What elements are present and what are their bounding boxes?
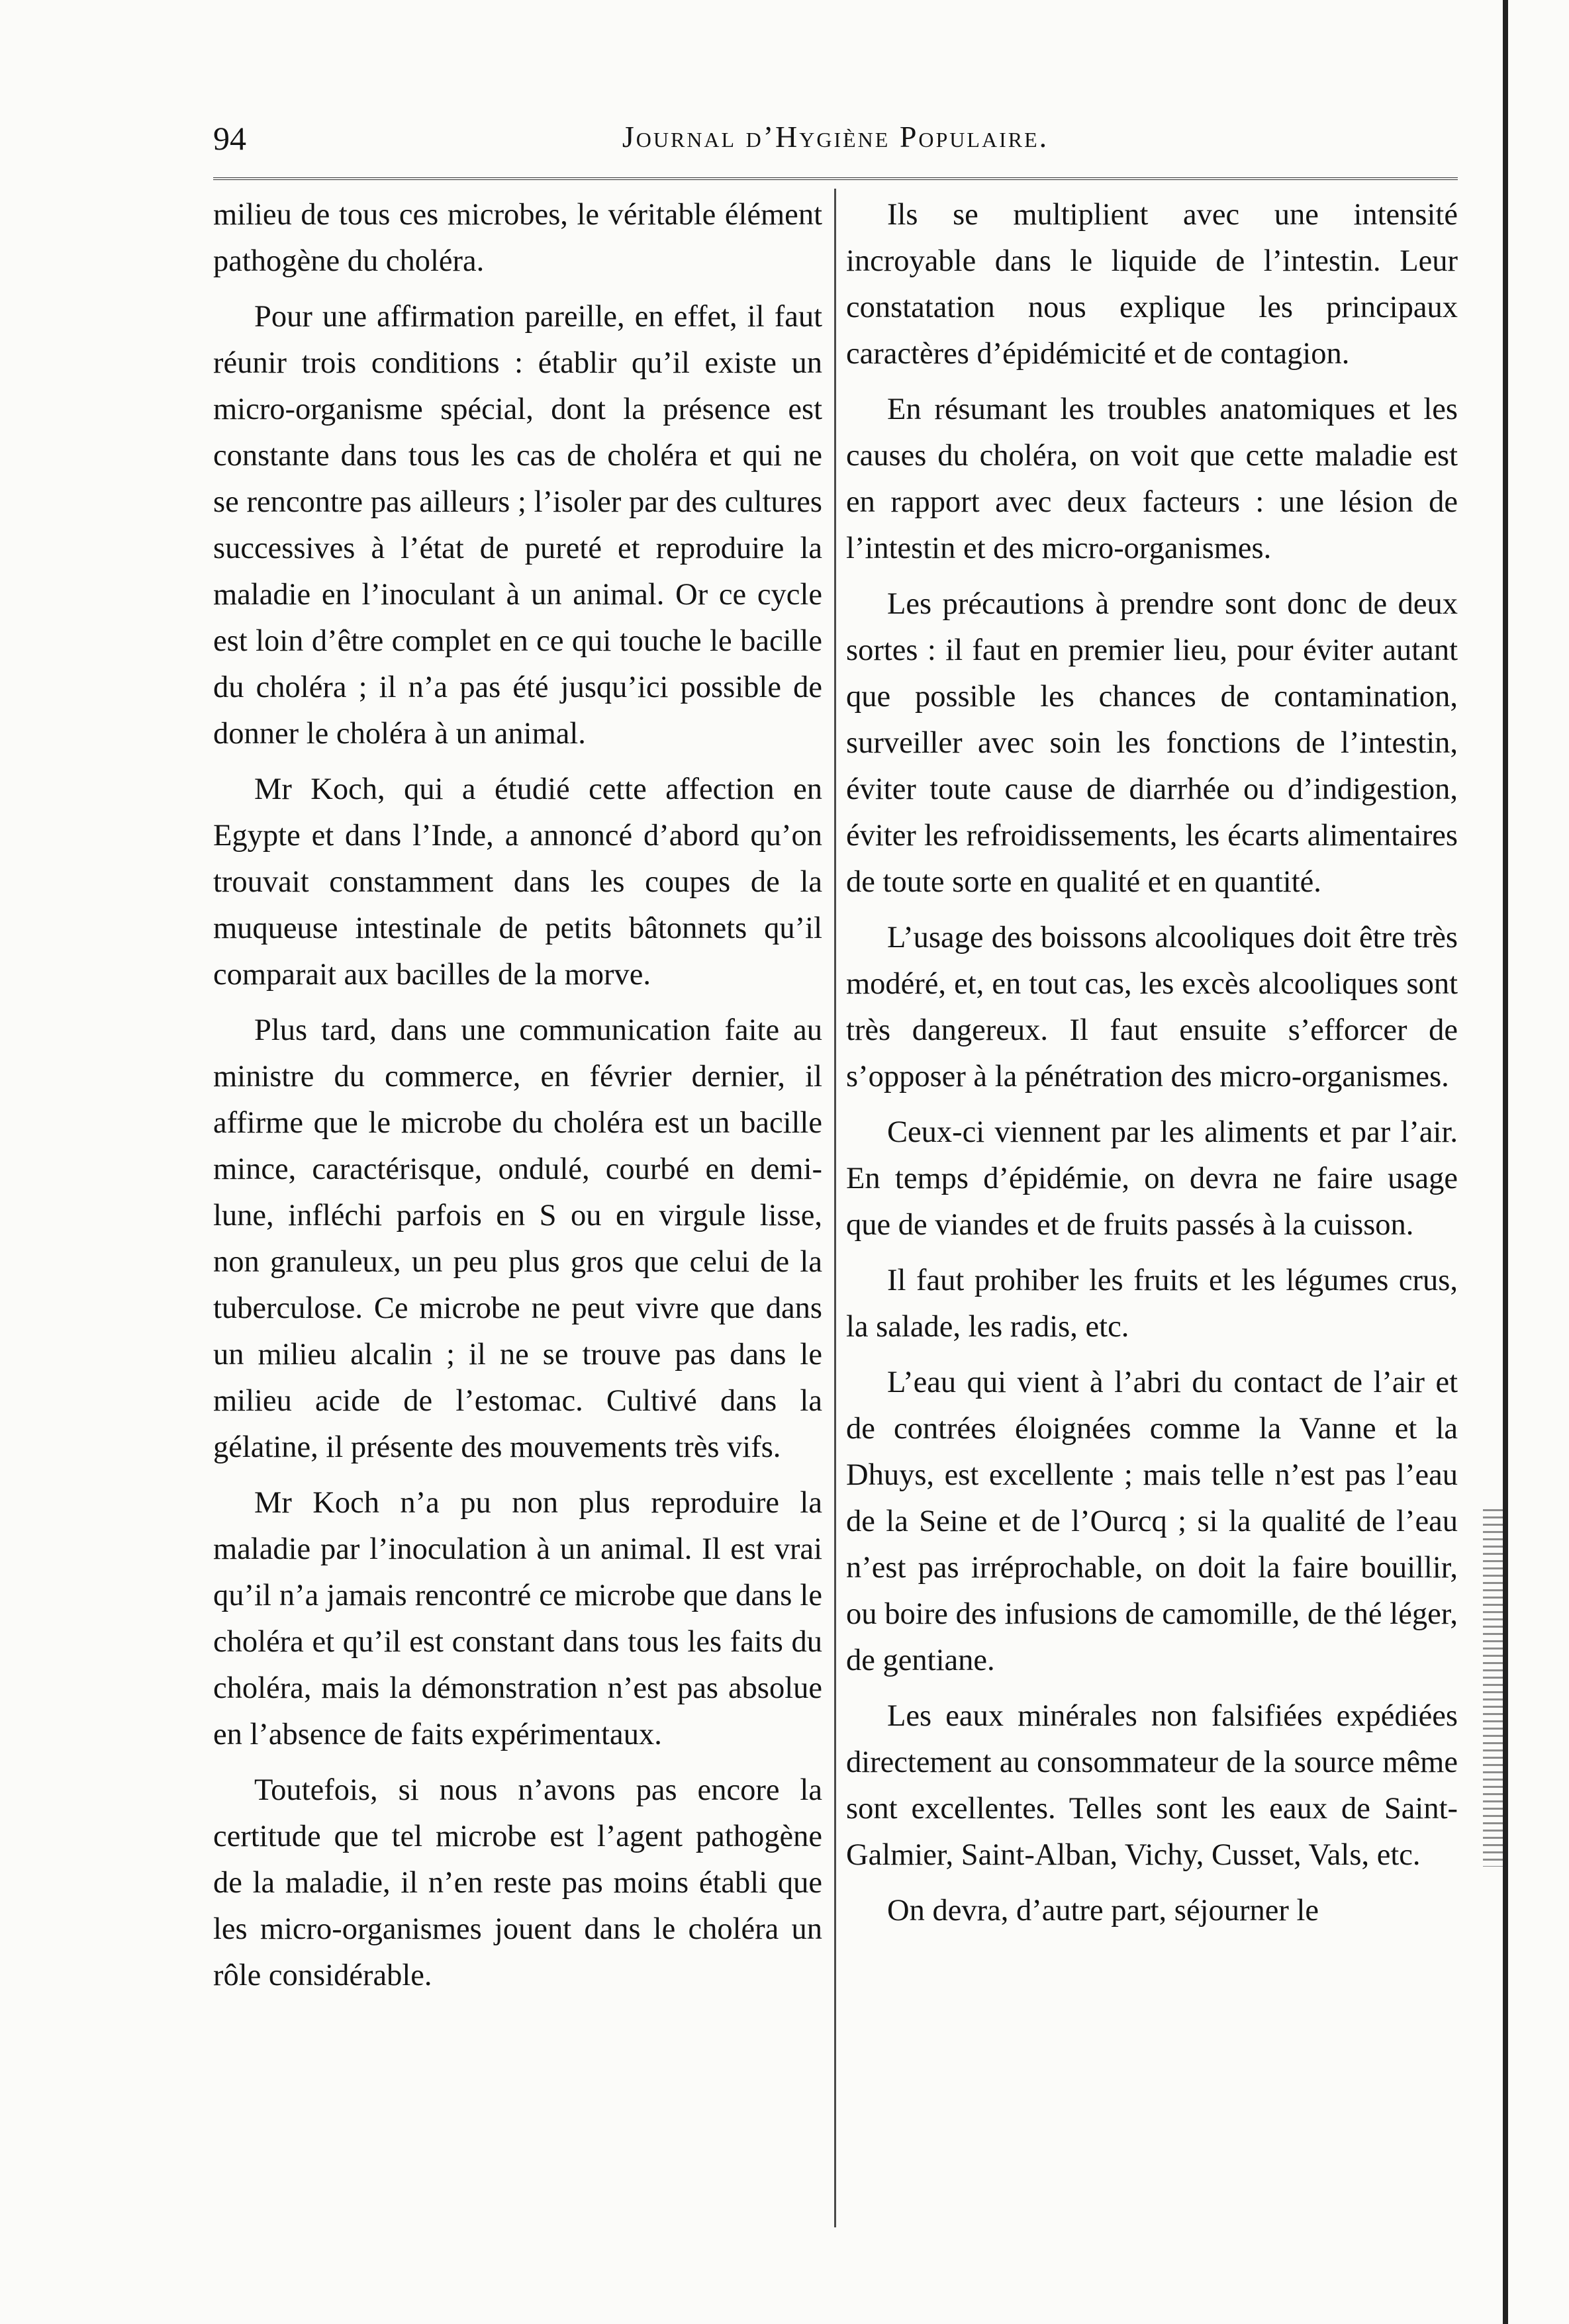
paragraph: Ils se multiplient avec une intensité incroyable dans le liquide de l’intestin. Leur constatation nous explique les principaux caractères d’épidémicité et de contagion. — [846, 198, 1458, 371]
page-header — [213, 119, 1458, 172]
paragraph: Les eaux minérales non falsifiées expédiées directement au consommateur de la source même sont excellentes. Telles sont les eaux de Saint-Galmier, Saint-Alban, Vichy, Cusset, Vals, etc. — [846, 1699, 1458, 1872]
paragraph: Pour une affirmation pareille, en effet, il faut réunir trois conditions : établir qu’il existe un micro-organisme spécial, dont la présence est constante dans tous les cas de choléra et qui ne se rencontre pas ailleurs ; l’isoler par des cultures successives à l’état de pureté et reproduire la maladie en l’inoculant à un animal. Or ce cycle est loin d’être complet en ce qui touche le bacille du choléra ; il n’a pas été jusqu’ici possible de donner le choléra à un animal. — [213, 300, 822, 751]
paragraph: L’usage des boissons alcooliques doit être très modéré, et, en tout cas, les excès alcooliques sont très dangereux. Il faut ensuite s’efforcer de s’opposer à la pénétration des micro-organismes. — [846, 921, 1458, 1093]
binding-edge — [1503, 0, 1508, 2324]
left-column — [213, 192, 822, 2008]
paragraph: Mr Koch n’a pu non plus reproduire la maladie par l’inoculation à un animal. Il est vrai qu’il n’a jamais rencontré ce microbe que dans le choléra et qu’il est constant dans tous les faits du choléra, mais la démonstration n’est pas absolue en l’absence de faits expérimentaux. — [213, 1486, 822, 1751]
page-number: 94 — [213, 120, 246, 157]
running-title: Journal d’Hygiène Populaire. — [622, 120, 1049, 154]
paragraph: Mr Koch, qui a étudié cette affection en Egypte et dans l’Inde, a annoncé d’abord qu’on trouvait constamment dans les coupes de la muqueuse intestinale de petits bâtonnets qu’il comparait aux bacilles de la morve. — [213, 772, 822, 992]
header-rule — [213, 177, 1458, 184]
paragraph: Toutefois, si nous n’avons pas encore la certitude que tel microbe est l’agent pathogène de la maladie, il n’en reste pas moins établi que les micro-organismes jouent dans le choléra un rôle considérable. — [213, 1773, 822, 1992]
paragraph: L’eau qui vient à l’abri du contact de l’air et de contrées éloignées comme la Vanne et la Dhuys, est excellente ; mais telle n’est pas l’eau de la Seine et de l’Ourcq ; si la qualité de l’eau n’est pas irréprochable, on doit la faire bouillir, ou boire des infusions de camomille, de thé léger, de gentiane. — [846, 1366, 1458, 1677]
paragraph: Ceux-ci viennent par les aliments et par l’air. En temps d’épidémie, on devra ne faire usage que de viandes et de fruits passés à la cuisson. — [846, 1115, 1458, 1242]
column-divider — [834, 189, 836, 2227]
binding-edge-texture — [1483, 1509, 1503, 1867]
paragraph: milieu de tous ces microbes, le véritable élément pathogène du choléra. — [213, 198, 822, 278]
paragraph: En résumant les troubles anatomiques et les causes du choléra, on voit que cette maladie est en rapport avec deux facteurs : une lésion de l’intestin et des micro-organismes. — [846, 393, 1458, 565]
right-column — [846, 192, 1458, 1943]
paragraph: Il faut prohiber les fruits et les légumes crus, la salade, les radis, etc. — [846, 1264, 1458, 1344]
paragraph: On devra, d’autre part, séjourner le — [887, 1894, 1319, 1928]
paragraph: Plus tard, dans une communication faite au ministre du commerce, en février dernier, il affirme que le microbe du choléra est un bacille mince, caractérisque, ondulé, courbé en demi-lune, infléchi parfois en S ou en virgule lisse, non granuleux, un peu plus gros que celui de la tuberculose. Ce microbe ne peut vivre que dans un milieu alcalin ; il ne se trouve pas dans le milieu acide de l’estomac. Cultivé dans la gélatine, il présente des mouvements très vifs. — [213, 1013, 822, 1464]
paragraph: Les précautions à prendre sont donc de deux sortes : il faut en premier lieu, pour éviter autant que possible les chances de contamination, surveiller avec soin les fonctions de l’intestin, éviter toute cause de diarrhée ou d’indigestion, éviter les refroidissements, les écarts alimentaires de toute sorte en qualité et en quantité. — [846, 587, 1458, 899]
